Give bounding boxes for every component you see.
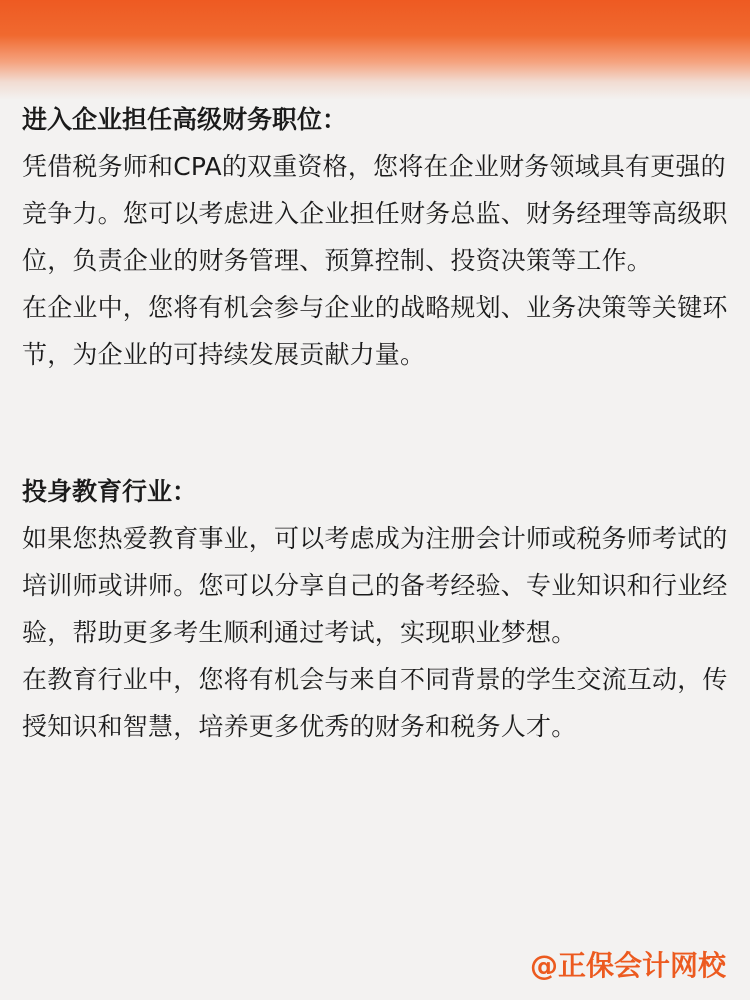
top-gradient-banner: [0, 0, 750, 100]
article-content: [22, 96, 728, 750]
section-education: [22, 468, 728, 750]
section-heading: 进入企业担任高级财务职位：: [22, 105, 348, 134]
section-paragraph: 在教育行业中，您将有机会与来自不同背景的学生交流互动，传授知识和智慧，培养更多优秀的财务和税务人才。: [22, 665, 728, 741]
brand-watermark: @正保会计网校: [529, 949, 726, 982]
section-corporate-finance: [22, 96, 728, 378]
section-heading: 投身教育行业：: [22, 477, 198, 506]
section-paragraph: 如果您热爱教育事业，可以考虑成为注册会计师或税务师考试的培训师或讲师。您可以分享自己的备考经验、专业知识和行业经验，帮助更多考生顺利通过考试，实现职业梦想。: [22, 524, 728, 647]
section-paragraph: 凭借税务师和CPA的双重资格，您将在企业财务领域具有更强的竞争力。您可以考虑进入企业担任财务总监、财务经理等高级职位，负责企业的财务管理、预算控制、投资决策等工作。: [22, 152, 728, 275]
section-paragraph: 在企业中，您将有机会参与企业的战略规划、业务决策等关键环节，为企业的可持续发展贡献力量。: [22, 293, 728, 369]
